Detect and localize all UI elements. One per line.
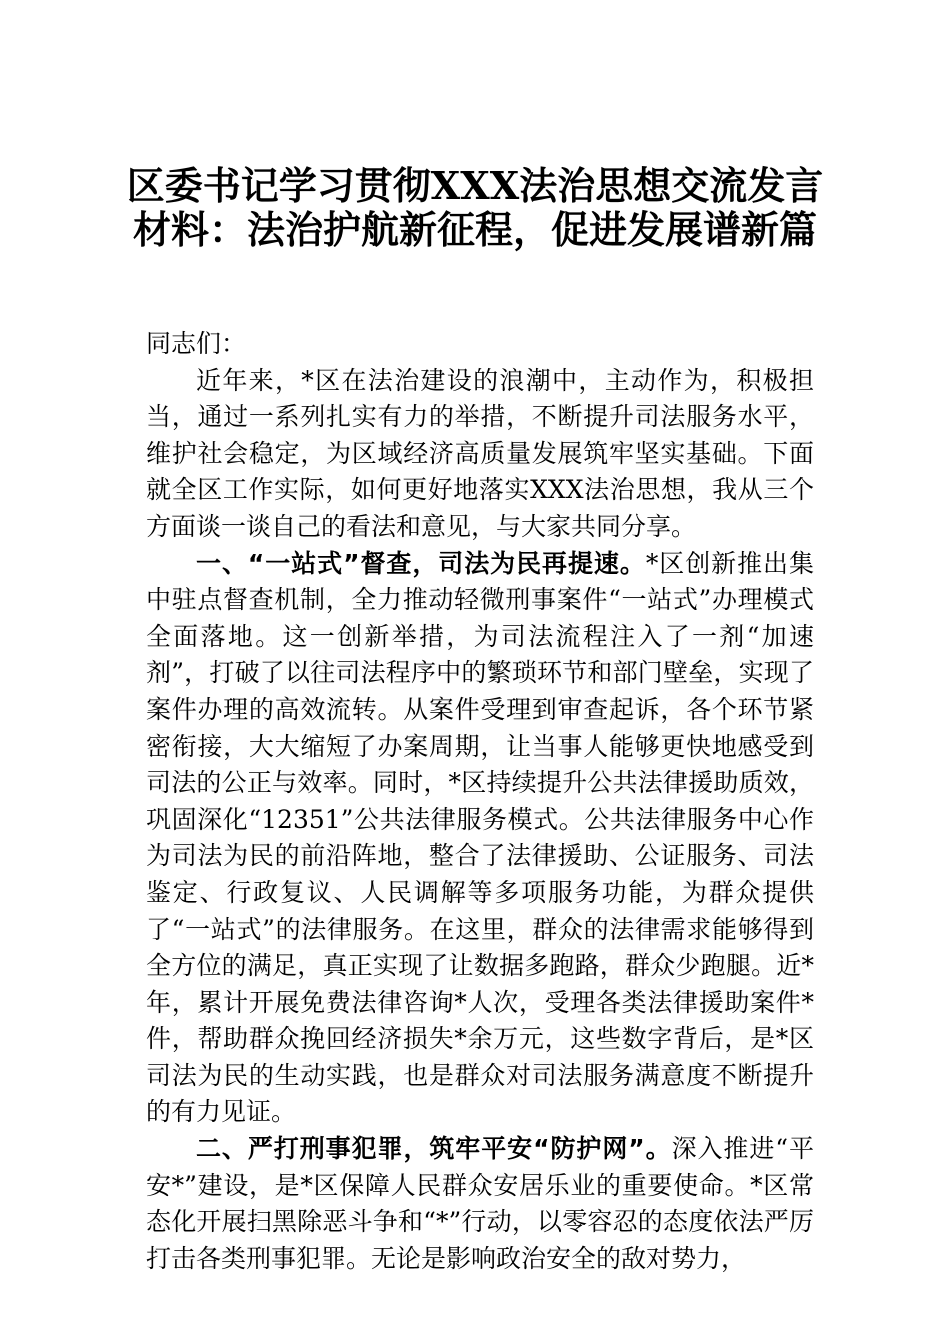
section-1-paragraph — [146, 546, 814, 1132]
section-2-paragraph — [146, 1131, 814, 1277]
intro-paragraph: 近年来，*区在法治建设的浪潮中，主动作为，积极担当，通过一系列扎实有力的举措，不断提升司法服务水平，维护社会稳定，为区域经济高质量发展筑牢坚实基础。下面就全区工作实际，如何更好地落实XXX法治思想，我从三个方面谈一谈自己的看法和意见，与大家共同分享。 — [146, 365, 814, 541]
document-body — [146, 326, 814, 1277]
section-1-body: *区创新推出集中驻点督查机制，全力推动轻微刑事案件“一站式”办理模式全面落地。这一创新举措，为司法流程注入了一剂“加速剂”，打破了以往司法程序中的繁琐环节和部门壁垒，实现了案件办理的高效流转。从案件受理到审查起诉，各个环节紧密衔接，大大缩短了办案周期，让当事人能够更快地感受到司法的公正与效率。同时，*区持续提升公共法律援助质效，巩固深化“12351”公共法律服务模式。公共法律服务中心作为司法为民的前沿阵地，整合了法律援助、公证服务、司法鉴定、行政复议、人民调解等多项服务功能，为群众提供了“一站式”的法律服务。在这里，群众的法律需求能够得到全方位的满足，真正实现了让数据多跑路，群众少跑腿。近*年，累计开展免费法律咨询*人次，受理各类法律援助案件*件，帮助群众挽回经济损失*余万元，这些数字背后，是*区司法为民的生动实践，也是群众对司法服务满意度不断提升的有力见证。 — [146, 548, 814, 1127]
section-2-heading: 二、严打刑事犯罪，筑牢平安“防护网”。 — [196, 1134, 672, 1164]
salutation: 同志们： — [146, 329, 247, 358]
section-1-heading: 一、“一站式”督查，司法为民再提速。 — [196, 548, 646, 578]
document-title-line-2: 材料：法治护航新征程，促进发展谱新篇 — [132, 207, 817, 252]
document-title-line-1: 区委书记学习贯彻XXX法治思想交流发言 — [126, 163, 824, 208]
section-2-body: 深入推进“平安*”建设，是*区保障人民群众安居乐业的重要使命。*区常态化开展扫黑除恶斗争和“*”行动，以零容忍的态度依法严厉打击各类刑事犯罪。无论是影响政治安全的敌对势力， — [146, 1134, 814, 1273]
